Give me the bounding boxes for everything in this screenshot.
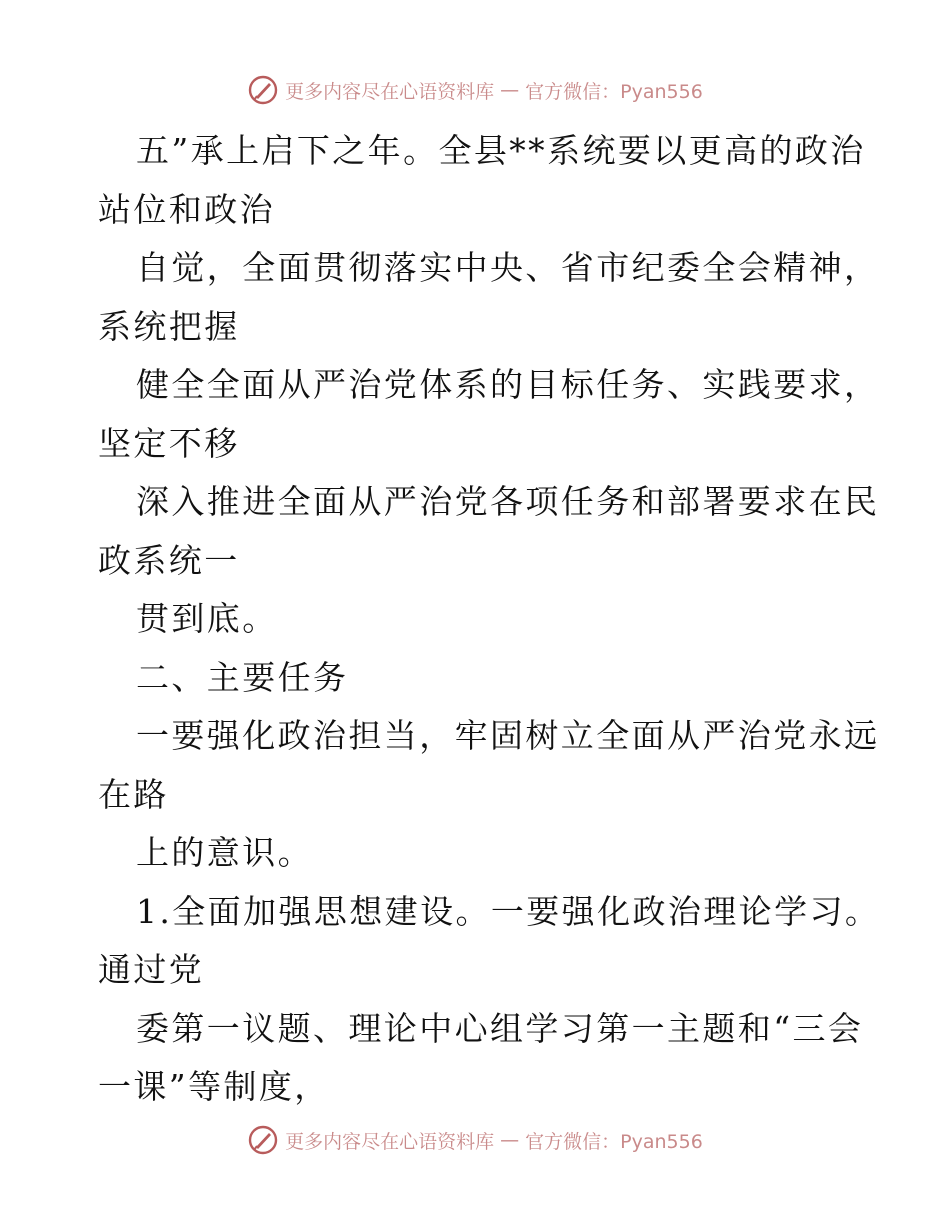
watermark-wechat-text: 官方微信：Pyan556: [525, 80, 703, 103]
watermark-wechat-text: 官方微信：Pyan556: [525, 1130, 703, 1153]
text-line: 1.全面加强思想建设。一要强化政治理论学习。: [136, 891, 881, 931]
text-line: 二、主要任务: [136, 657, 349, 697]
watermark-main-text: 更多内容尽在心语资料库: [285, 1130, 495, 1153]
feather-pen-logo-icon: [247, 1124, 279, 1156]
text-line: 一课”等制度，: [98, 1067, 330, 1106]
footer-watermark: [0, 1120, 950, 1160]
feather-pen-logo-icon: [247, 74, 279, 106]
text-line: 贯到底。: [136, 599, 278, 638]
watermark-main-text: 更多内容尽在心语资料库: [285, 80, 495, 103]
text-line: 站位和政治: [98, 189, 275, 229]
text-line: 五”承上启下之年。全县**系统要以更高的政治: [136, 131, 866, 170]
text-line: 自觉，全面贯彻落实中央、省市纪委全会精神，: [136, 248, 880, 287]
text-line: 委第一议题、理论中心组学习第一主题和“三会: [136, 1008, 864, 1048]
watermark-separator: —: [500, 1129, 520, 1151]
text-line: 上的意识。: [136, 833, 313, 872]
text-line: 政系统一: [98, 540, 240, 580]
text-line: 在路: [98, 774, 169, 814]
watermark-separator: —: [500, 79, 520, 101]
text-line: 通过党: [98, 950, 205, 989]
header-watermark: [0, 70, 950, 110]
text-line: 一要强化政治担当，牢固树立全面从严治党永远: [136, 716, 880, 755]
text-line: 系统把握: [98, 306, 240, 346]
text-line: 深入推进全面从严治党各项任务和部署要求在民: [136, 482, 880, 521]
text-line: 健全全面从严治党体系的目标任务、实践要求，: [136, 365, 880, 404]
text-line: 坚定不移: [98, 423, 240, 463]
document-body: [98, 122, 881, 1117]
